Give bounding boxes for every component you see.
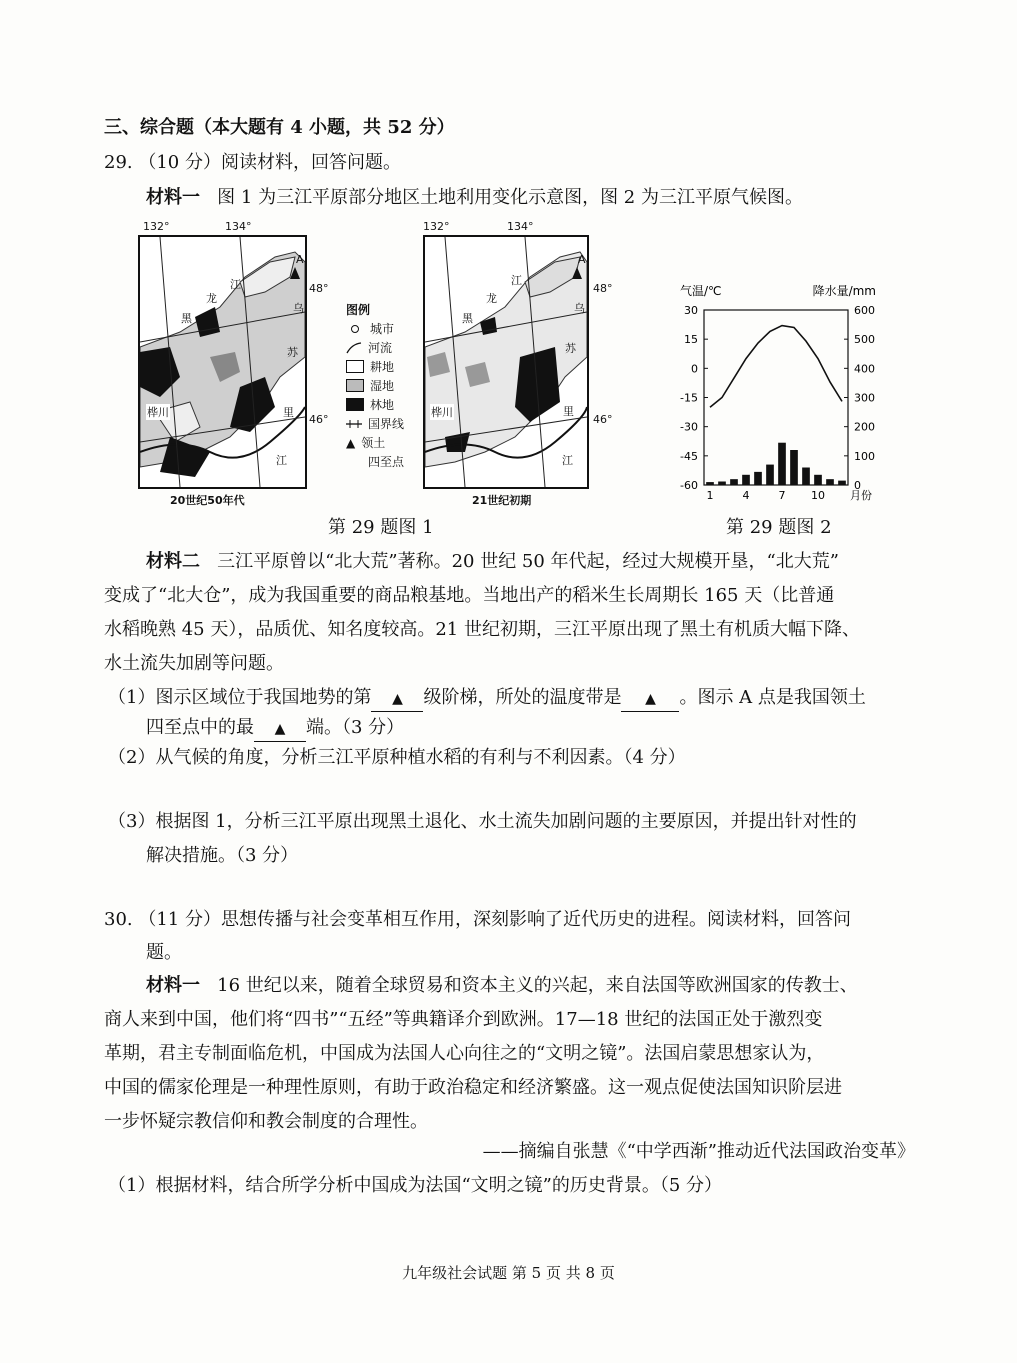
- legend-label: 耕地: [370, 360, 395, 374]
- legend-extreme-point: [346, 433, 416, 452]
- map1-river-hei: 黑: [181, 312, 192, 325]
- precipitation-bar: [790, 450, 798, 485]
- map1-lon-132: 132°: [143, 220, 170, 233]
- map-legend: [346, 300, 416, 471]
- legend-city: [346, 319, 416, 338]
- farmland-swatch-icon: [346, 360, 364, 373]
- month-tick-label: 1: [706, 489, 714, 502]
- q30-material-1-line-2: 商人来到中国，他们将“四书”“五经”等典籍译介到欧洲。17—18 世纪的法国正处于激烈变: [104, 1009, 823, 1030]
- map2-land-use: [425, 237, 587, 487]
- q30-subquestion-1: （1）根据材料，结合所学分析中国成为法国“文明之镜”的历史背景。（5 分）: [108, 1175, 723, 1196]
- question-text: 端。（3 分）: [306, 717, 405, 738]
- section-title: 三、综合题（本大题有 4 小题，共 52 分）: [104, 117, 455, 138]
- precipitation-tick-label: 600: [854, 304, 875, 317]
- map1-river-jiang: 江: [230, 278, 241, 291]
- precipitation-bar: [778, 443, 786, 485]
- q30-material-1-line-3: 革期，君主专制面临危机，中国成为法国人心向往之的“文明之镜”。法国启蒙思想家认为，: [104, 1043, 825, 1064]
- temperature-tick-label: 0: [691, 362, 698, 376]
- map2-lon-132: 132°: [423, 220, 450, 233]
- question-29-header: 29. （10 分）阅读材料，回答问题。: [104, 152, 401, 173]
- map1-river-jiang2: 江: [276, 454, 287, 467]
- legend-label: 湿地: [370, 379, 395, 393]
- legend-label: 国界线: [368, 417, 405, 431]
- precipitation-tick-label: 300: [854, 391, 875, 405]
- q29-material-2-line-3: 水稻晚熟 45 天），品质优、知名度较高。21 世纪初期，三江平原出现了黑土有机质大幅下降、: [104, 619, 860, 640]
- legend-label: 河流: [368, 341, 393, 355]
- figure-2-caption: 第 29 题图 2: [726, 517, 832, 538]
- map1-river-su: 苏: [287, 346, 298, 359]
- wetland-swatch-icon: [346, 379, 364, 392]
- precipitation-tick-label: 100: [854, 449, 875, 463]
- precipitation-bar: [754, 472, 762, 485]
- answer-blank-3[interactable]: [254, 716, 306, 742]
- question-text: 。图示 A 点是我国领土: [679, 687, 866, 708]
- legend-forest: [346, 395, 416, 414]
- temperature-tick-label: 15: [684, 333, 698, 347]
- temperature-tick-label: -30: [680, 420, 698, 434]
- map1-river-long: 龙: [206, 292, 217, 305]
- month-tick-label: 7: [778, 489, 786, 502]
- month-tick-label: 10: [811, 489, 825, 502]
- legend-farmland: [346, 357, 416, 376]
- river-icon: [346, 342, 362, 354]
- question-30-header-line-2: 题。: [146, 942, 182, 963]
- right-axis-title: 降水量/mm: [812, 284, 876, 298]
- triangle-icon: ▲: [346, 435, 356, 450]
- temperature-tick-label: -45: [680, 449, 698, 463]
- precipitation-bar: [730, 479, 738, 485]
- city-icon: [351, 325, 359, 333]
- temperature-tick-label: 30: [684, 304, 698, 317]
- figure-1-caption: 第 29 题图 1: [328, 517, 434, 538]
- answer-blank-2[interactable]: [621, 686, 679, 712]
- map2-point-a: A: [578, 253, 586, 266]
- left-axis-title: 气温/℃: [680, 284, 722, 298]
- material-text: 图 1 为三江平原部分地区土地利用变化示意图，图 2 为三江平原气候图。: [217, 187, 803, 208]
- map1-lon-134: 134°: [225, 220, 252, 233]
- map2-river-wu: 乌: [574, 302, 585, 315]
- precipitation-tick-label: 500: [854, 333, 875, 347]
- map2-caption: 21世纪初期: [472, 494, 532, 507]
- blank-triangle-icon: ▲: [645, 691, 656, 707]
- legend-river: [346, 338, 416, 357]
- precipitation-bar: [814, 475, 822, 485]
- precipitation-bar: [826, 479, 834, 485]
- q29-material-2-line-2: 变成了“北大仓”，成为我国重要的商品粮基地。当地出产的稻米生长周期长 165 天（比普通: [104, 585, 835, 606]
- q29-subquestion-3-line-2: 解决措施。（3 分）: [146, 845, 299, 866]
- legend-border: [346, 414, 416, 433]
- map2-river-hei: 黑: [462, 312, 473, 325]
- map1-river-wu: 乌: [293, 302, 304, 315]
- legend-label-line2: 四至点: [368, 455, 405, 469]
- q29-subquestion-2: （2）从气候的角度，分析三江平原种植水稻的有利与不利因素。（4 分）: [108, 747, 686, 768]
- page-footer: 九年级社会试题 第 5 页 共 8 页: [402, 1264, 615, 1282]
- q30-material-1-line-4: 中国的儒家伦理是一种理性原则，有助于政治稳定和经济繁盛。这一观点促使法国知识阶层进: [104, 1077, 842, 1098]
- answer-blank-1[interactable]: [371, 686, 423, 712]
- precipitation-bar: [838, 481, 846, 485]
- q30-material-1-line-1: [146, 974, 858, 998]
- precipitation-tick-label: 0: [854, 479, 861, 492]
- x-axis-title: 月份: [850, 489, 872, 502]
- map1-frame: [138, 235, 307, 489]
- map1-lat-46: 46°: [309, 413, 329, 426]
- month-tick-label: 4: [742, 489, 750, 502]
- map1-land-use: [140, 237, 305, 487]
- question-text: 四至点中的最: [146, 717, 254, 738]
- map2-river-long: 龙: [486, 292, 497, 305]
- precipitation-tick-label: 200: [854, 420, 875, 434]
- legend-label: 领土: [361, 436, 386, 450]
- legend-label: 城市: [370, 322, 395, 336]
- precipitation-bar: [706, 482, 714, 485]
- q30-source-citation: ——摘编自张慧《“中学西渐”推动近代法国政治变革》: [482, 1141, 915, 1162]
- map2-river-su: 苏: [565, 342, 576, 355]
- q29-subquestion-3-line-1: （3）根据图 1，分析三江平原出现黑土退化、水土流失加剧问题的主要原因，并提出针对性的: [108, 811, 857, 832]
- precipitation-tick-label: 400: [854, 362, 875, 376]
- forest-swatch-icon: [346, 398, 364, 411]
- map1-river-li: 里: [283, 406, 294, 419]
- q30-material-1-line-5: 一步怀疑宗教信仰和教会制度的合理性。: [104, 1111, 428, 1132]
- map2-frame: [423, 235, 589, 489]
- temperature-tick-label: -15: [680, 391, 698, 405]
- border-line-icon: [346, 419, 362, 429]
- map1-point-a: A: [296, 253, 304, 266]
- temperature-line: [710, 326, 842, 408]
- q29-material-2-line-1: [146, 550, 839, 574]
- map2-lat-46: 46°: [593, 413, 613, 426]
- material-label: 材料二: [146, 551, 200, 572]
- q29-subquestion-1: [108, 686, 866, 712]
- legend-title: 图例: [346, 303, 371, 317]
- precipitation-bar: [742, 475, 750, 485]
- map2-lon-134: 134°: [507, 220, 534, 233]
- map1-city-huachuan: 桦川: [147, 406, 169, 419]
- precipitation-bar: [766, 465, 774, 485]
- blank-triangle-icon: ▲: [392, 691, 403, 707]
- map1-lat-48: 48°: [309, 282, 329, 295]
- map1-caption: 20世纪50年代: [170, 494, 245, 507]
- map2-city-huachuan: 桦川: [431, 406, 453, 419]
- climate-chart: [670, 280, 890, 510]
- climate-chart-svg: [670, 280, 890, 510]
- map2-river-li: 里: [563, 405, 574, 418]
- question-text: （1）图示区域位于我国地势的第: [108, 687, 372, 708]
- q29-subquestion-1-line-2: [146, 716, 404, 742]
- material-text: 16 世纪以来，随着全球贸易和资本主义的兴起，来自法国等欧洲国家的传教士、: [217, 975, 858, 996]
- legend-wetland: [346, 376, 416, 395]
- precipitation-bar: [718, 482, 726, 486]
- precipitation-bar: [802, 468, 810, 486]
- question-text: 级阶梯，所处的温度带是: [423, 687, 622, 708]
- question-30-header-line-1: 30. （11 分）思想传播与社会变革相互作用，深刻影响了近代历史的进程。阅读材料，回答问: [104, 909, 851, 930]
- map2-river-jiang: 江: [511, 274, 522, 287]
- q29-material-1: [146, 186, 803, 210]
- material-text: 三江平原曾以“北大荒”著称。20 世纪 50 年代起，经过大规模开垦，“北大荒”: [217, 551, 839, 572]
- plot-frame: [704, 310, 848, 485]
- material-label: 材料一: [146, 187, 200, 208]
- temperature-tick-label: -60: [680, 479, 698, 492]
- material-label: 材料一: [146, 975, 200, 996]
- map2-lat-48: 48°: [593, 282, 613, 295]
- map2-river-jiang2: 江: [562, 454, 573, 467]
- q29-material-2-line-4: 水土流失加剧等问题。: [104, 653, 284, 674]
- blank-triangle-icon: ▲: [274, 721, 286, 737]
- legend-label: 林地: [370, 398, 395, 412]
